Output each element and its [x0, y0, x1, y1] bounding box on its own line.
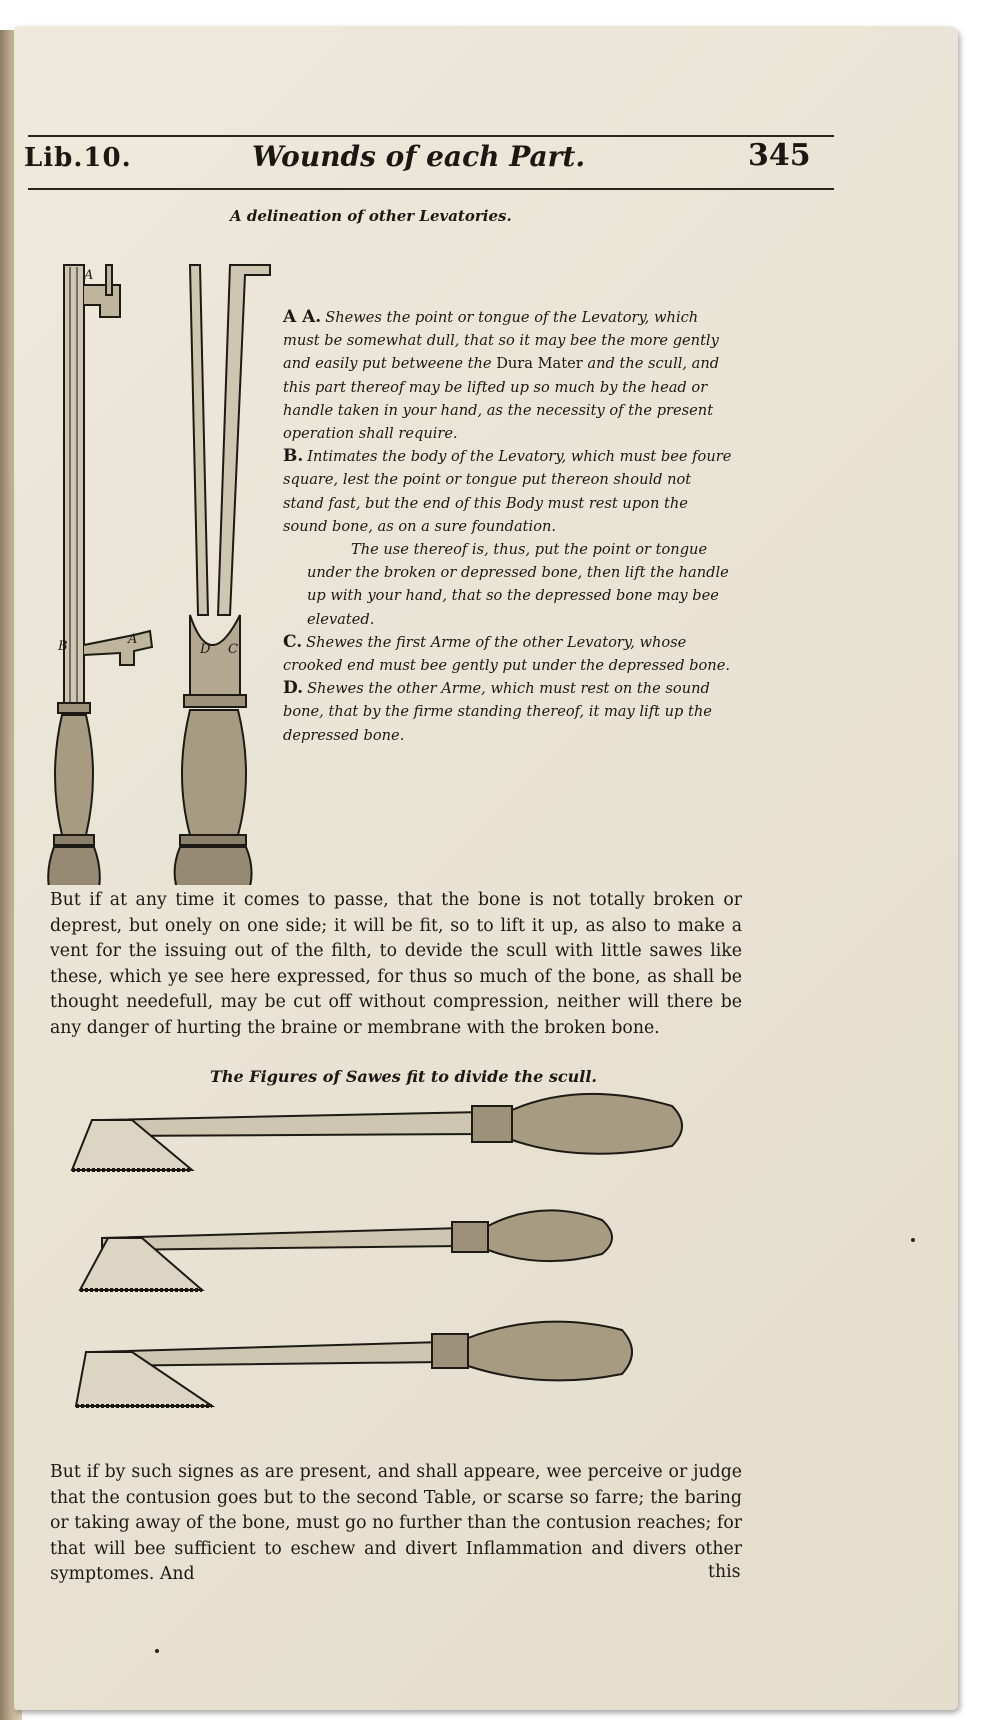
legend-entry-b	[283, 445, 735, 538]
legend-text-d: Shewes the other Arme, which must rest on the sound bone, that by the firme standing thereof, it may lift up the depressed bone.	[283, 680, 712, 744]
legend-text-c: Shewes the first Arme of the other Levatory, whose crooked end must bee gently put under the depressed bone.	[283, 633, 730, 675]
label-b: B	[58, 639, 68, 654]
label-c: C	[228, 642, 238, 657]
ink-speck	[155, 1649, 159, 1653]
levatory-legend	[283, 306, 735, 747]
legend-text-b: Intimates the body of the Levatory, which must bee foure square, lest the point or tongue put thereon should not stand fast, but the end of this Body must rest upon the sound bone, as on a sure foundation.	[283, 448, 732, 535]
legend-key-d: D.	[283, 678, 304, 699]
header-top-rule	[28, 135, 834, 137]
legend-key-b: B.	[283, 446, 304, 467]
header-bottom-rule	[28, 188, 834, 190]
body-paragraph-1: But if at any time it comes to passe, that the bone is not totally broken or deprest, but onely on one side; it will be fit, so to lift it up, as also to make a vent for the issuing out of the filth, to devide the scull with little sawes like these, which ye see here expressed, for thus so much of the bone, as shall be thought needefull, may be cut off without compression, neither will there be any danger of hurting the braine or membrane with the broken bone.	[50, 890, 742, 1038]
legend-text-aa-cont: and the scull, and this part thereof may be lifted up so much by the head or handle taken in your hand, as the necessity of the present operation shall require.	[283, 355, 720, 443]
plate-caption-levatories: A delineation of other Levatories.	[230, 207, 512, 225]
levatories-illustration	[40, 255, 280, 885]
plate-caption-sawes: The Figures of Sawes fit to divide the scull.	[210, 1067, 597, 1086]
running-title: Wounds of each Part.	[252, 140, 586, 173]
legend-entry-aa	[283, 306, 735, 445]
label-a-top: A	[84, 268, 94, 283]
legend-use-text: The use thereof is, thus, put the point or tongue under the broken or depressed bone, then lift the handle up with your hand, that so the depressed bone may bee elevated.	[307, 541, 729, 628]
catchword: this	[708, 1562, 741, 1582]
sawes-illustration	[62, 1090, 702, 1440]
legend-entry-d	[283, 677, 735, 747]
label-a-mid: A	[128, 632, 138, 647]
legend-dura-mater: Dura Mater	[496, 355, 583, 373]
label-d: D	[200, 642, 211, 657]
legend-text-aa: Shewes the point or tongue of the Levatory, which must be somewhat dull, that so it may bee the more gently and easily put betweene the	[283, 309, 719, 373]
legend-entry-c	[283, 631, 735, 677]
body-paragraph-2: But if by such signes as are present, and shall appeare, wee perceive or judge that the contusion goes but to the second Table, or scarse so farre; the baring or taking away of the bone, must go no further than the contusion reaches; for that will bee sufficient to eschew and divert Inflammation and divers other symptomes. And	[50, 1462, 742, 1584]
legend-key-aa: A A.	[283, 307, 322, 327]
page-number: 345	[748, 138, 811, 173]
legend-key-c: C.	[283, 631, 303, 652]
ink-speck	[911, 1238, 915, 1242]
book-number-label: Lib.10.	[24, 143, 132, 173]
